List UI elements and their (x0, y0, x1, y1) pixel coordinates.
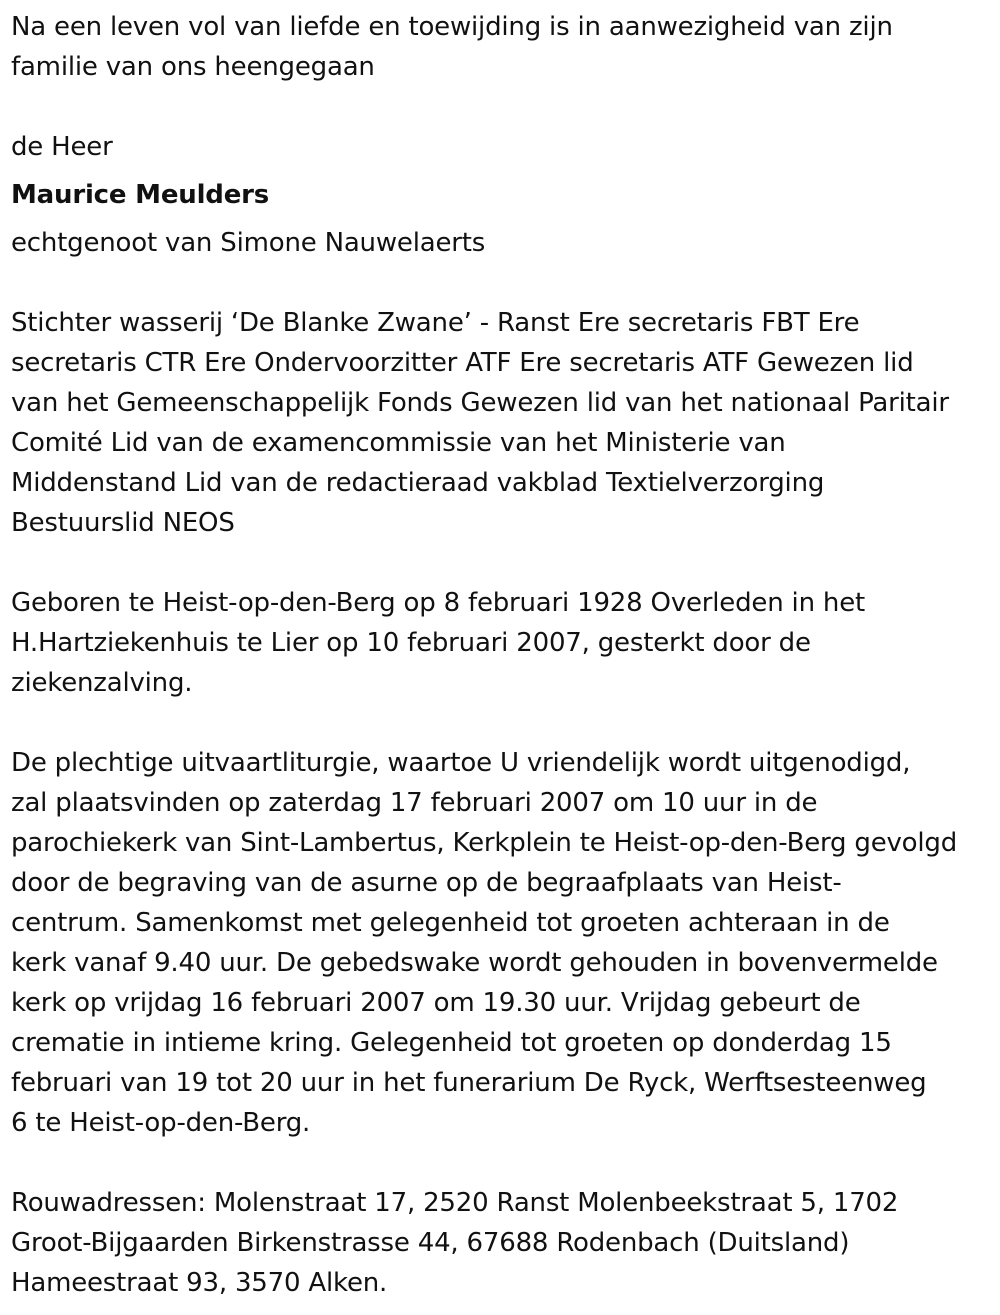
spouse-line: echtgenoot van Simone Nauwelaerts (11, 228, 486, 258)
person-title: de Heer (11, 132, 113, 162)
ceremony-line: zal plaatsvinden op zaterdag 17 februari 2007 om 10 uur in de (11, 788, 818, 818)
ceremony-line: 6 te Heist-op-den-Berg. (11, 1108, 311, 1138)
person-block (11, 127, 993, 263)
ceremony-line: kerk vanaf 9.40 uur. De gebedswake wordt gehouden in bovenvermelde (11, 948, 938, 978)
dates-line: H.Hartziekenhuis te Lier op 10 februari 2007, gesterkt door de (11, 628, 811, 658)
address-line: Groot-Bijgaarden Birkenstrasse 44, 67688 Rodenbach (Duitsland) (11, 1228, 850, 1258)
spacer (11, 215, 993, 223)
address-line: Hameestraat 93, 3570 Alken. (11, 1268, 388, 1298)
ceremony-line: februari van 19 tot 20 uur in het funerarium De Ryck, Werftsesteenweg (11, 1068, 927, 1098)
career-line: Middenstand Lid van de redactieraad vakblad Textielverzorging (11, 468, 825, 498)
ceremony-line: door de begraving van de asurne op de begraafplaats van Heist- (11, 868, 842, 898)
address-line: Rouwadressen: Molenstraat 17, 2520 Ranst Molenbeekstraat 5, 1702 (11, 1188, 899, 1218)
paragraph-gap (11, 703, 993, 743)
intro-line: familie van ons heengegaan (11, 52, 375, 82)
paragraph-gap (11, 543, 993, 583)
ceremony-paragraph (11, 743, 993, 1143)
ceremony-line: crematie in intieme kring. Gelegenheid tot groeten op donderdag 15 (11, 1028, 892, 1058)
ceremony-line: parochiekerk van Sint-Lambertus, Kerkplein te Heist-op-den-Berg gevolgd (11, 828, 958, 858)
person-name: Maurice Meulders (11, 180, 270, 210)
ceremony-line: kerk op vrijdag 16 februari 2007 om 19.30 uur. Vrijdag gebeurt de (11, 988, 861, 1018)
dates-line: Geboren te Heist-op-den-Berg op 8 februari 1928 Overleden in het (11, 588, 865, 618)
spacer (11, 167, 993, 175)
career-line: secretaris CTR Ere Ondervoorzitter ATF Ere secretaris ATF Gewezen lid (11, 348, 914, 378)
ceremony-line: centrum. Samenkomst met gelegenheid tot groeten achteraan in de (11, 908, 890, 938)
career-line: Bestuurslid NEOS (11, 508, 235, 538)
career-line: van het Gemeenschappelijk Fonds Gewezen lid van het nationaal Paritair (11, 388, 949, 418)
paragraph-gap (11, 1143, 993, 1183)
obituary-document (11, 7, 993, 1303)
career-paragraph (11, 303, 993, 543)
addresses-paragraph (11, 1183, 993, 1303)
ceremony-line: De plechtige uitvaartliturgie, waartoe U vriendelijk wordt uitgenodigd, (11, 748, 911, 778)
career-line: Stichter wasserij ‘De Blanke Zwane’ - Ranst Ere secretaris FBT Ere (11, 308, 860, 338)
career-line: Comité Lid van de examencommissie van het Ministerie van (11, 428, 786, 458)
paragraph-gap (11, 263, 993, 303)
intro-paragraph (11, 7, 993, 87)
dates-line: ziekenzalving. (11, 668, 193, 698)
paragraph-gap (11, 87, 993, 127)
intro-line: Na een leven vol van liefde en toewijding is in aanwezigheid van zijn (11, 12, 893, 42)
dates-paragraph (11, 583, 993, 703)
